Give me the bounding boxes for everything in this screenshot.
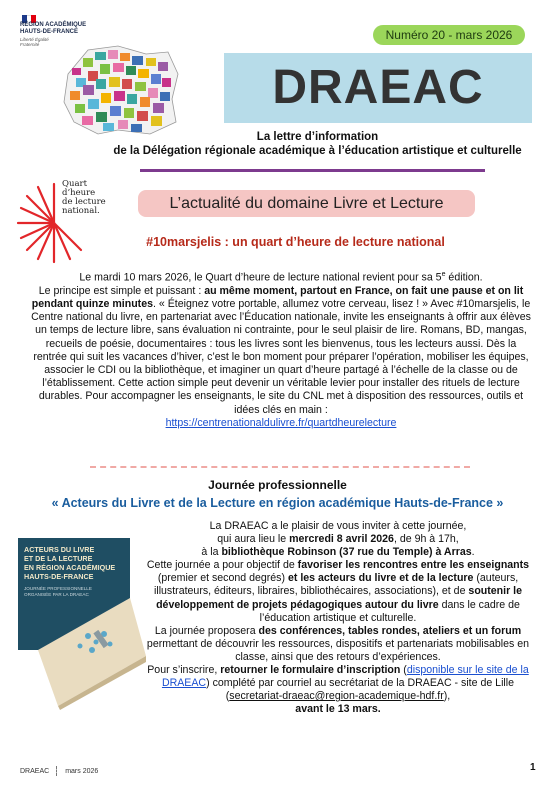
paragraph-main: Le principe est simple et puissant : au même moment, partout en France, on fait une pause et on lit pendant quinze minutes. « Éteignez votre portable, allumez votre cerveau, lisez ! » Avec #10marsjelis, le Centre national du livre, en partenariat avec l’Éducation nationale, invite les enseignants à offrir aux élèves un temps de lecture libre, sans évaluation ni contrainte, pour le seul plaisir de lire. Romans, BD, mangas, recueils de poésie, documentaires : tous les livres sont les bienvenus, tous les lecteurs aussi. Dès la rentrée qui suit les vacances d’hiver, c’est le bon moment pour préparer l’opération, mobiliser les équipes, associer le CDI ou la bibliothèque, et imaginer un quart d’heure partagé à l’échelle de la classe ou de l’établissement. Cette action simple peut devenir un véritable levier pour installer des rituels de lecture durables. Pour accompagner les enseignants, le site du CNL met à disposition des ressources, outils et idées clés en main : — [31, 284, 531, 416]
article-headline: #10marsjelis : un quart d’heure de lecture national — [146, 235, 445, 249]
event-paragraph-objective: Cette journée a pour objectif de favoriser les rencontres entre les enseignants (premier et second degrés) et les acteurs du livre et de la lecture (auteurs, illustrateurs, éditeurs, libraires, bibliothécaires, associations), et de soutenir le développement de projets pédagogiques autour du livre dans le cadre de l’éducation artistique et culturelle. — [146, 559, 530, 624]
book-cover-line-1: ACTEURS DU LIVRE — [24, 545, 95, 554]
page-footer — [20, 766, 98, 776]
paragraph-intro: Le mardi 10 mars 2026, le Quart d’heure de lecture national revient pour sa 5e édition. — [79, 271, 483, 284]
region-name: RÉGION ACADÉMIQUE HAUTS-DE-FRANCE — [20, 22, 87, 35]
event-kicker: Journée professionnelle — [208, 478, 347, 492]
issue-badge: Numéro 20 - mars 2026 — [373, 25, 525, 45]
book-cover-sub-2: ORGANISÉE PAR LA DRAEAC — [24, 592, 89, 597]
registration-form-link[interactable]: disponible sur le site de la DRAEAC — [161, 664, 529, 690]
french-flag-icon — [22, 10, 36, 18]
header-divider — [140, 169, 485, 172]
book-cover-line-2: ET DE LA LECTURE — [24, 554, 93, 563]
subtitle-line-2: de la Délégation régionale académique à l’éducation artistique et culturelle — [113, 145, 522, 157]
secretariat-email-link[interactable]: secretariat-draeac@region-academique-hdf.fr — [229, 690, 444, 703]
region-motto: Liberté Égalité Fraternité — [20, 37, 49, 47]
footer-date: mars 2026 — [65, 767, 99, 775]
page-number: 1 — [530, 762, 536, 773]
quart-dheure-logo-text: Quart d’heure de lecture national. — [62, 179, 106, 216]
region-map-logo — [58, 44, 183, 136]
event-line-date: qui aura lieu le mercredi 8 avril 2026, de 9h à 17h, — [217, 533, 459, 546]
event-book-cover-image — [18, 538, 146, 718]
event-line-invite: La DRAEAC a le plaisir de vous inviter à cette journée, — [209, 520, 467, 532]
cnl-link[interactable]: https://centrenationaldulivre.fr/quartdheurelecture — [165, 416, 397, 429]
event-paragraph-program: La journée proposera des conférences, tables rondes, ateliers et un forum permettant de découvrir les ressources, dispositifs et partenariats mobilisables en classe, ainsi que des retours d’expériences. — [146, 624, 530, 663]
book-cover-line-3: EN RÉGION ACADÉMIQUE — [24, 563, 116, 572]
section-heading-livre-lecture: L’actualité du domaine Livre et Lecture — [138, 190, 475, 217]
event-title: « Acteurs du Livre et de la Lecture en région académique Hauts-de-France » — [51, 496, 504, 510]
event-paragraph-registration: Pour s’inscrire, retourner le formulaire d’inscription (disponible sur le site de la DRAEAC) complété par courriel au secrétariat de la DRAEAC - site de Lille (secretariat-draeac@region-academique-hdf.fr), — [147, 664, 529, 703]
article-body — [28, 268, 534, 430]
footer-brand: DRAEAC — [20, 767, 50, 775]
event-body — [138, 520, 538, 716]
registration-deadline: avant le 13 mars. — [295, 703, 381, 716]
brand-title-box — [224, 53, 532, 123]
subtitle-line-1: La lettre d’information — [256, 131, 379, 143]
footer-separator — [56, 766, 58, 776]
brand-title: DRAEAC — [272, 61, 484, 114]
book-cover-line-4: HAUTS-DE-FRANCE — [24, 572, 94, 581]
section-divider — [90, 466, 470, 468]
newsletter-subtitle — [0, 130, 555, 158]
event-line-place: à la bibliothèque Robinson (37 rue du Temple) à Arras. — [201, 546, 475, 559]
book-cover-sub-1: JOURNÉE PROFESSIONNELLE — [24, 586, 92, 591]
